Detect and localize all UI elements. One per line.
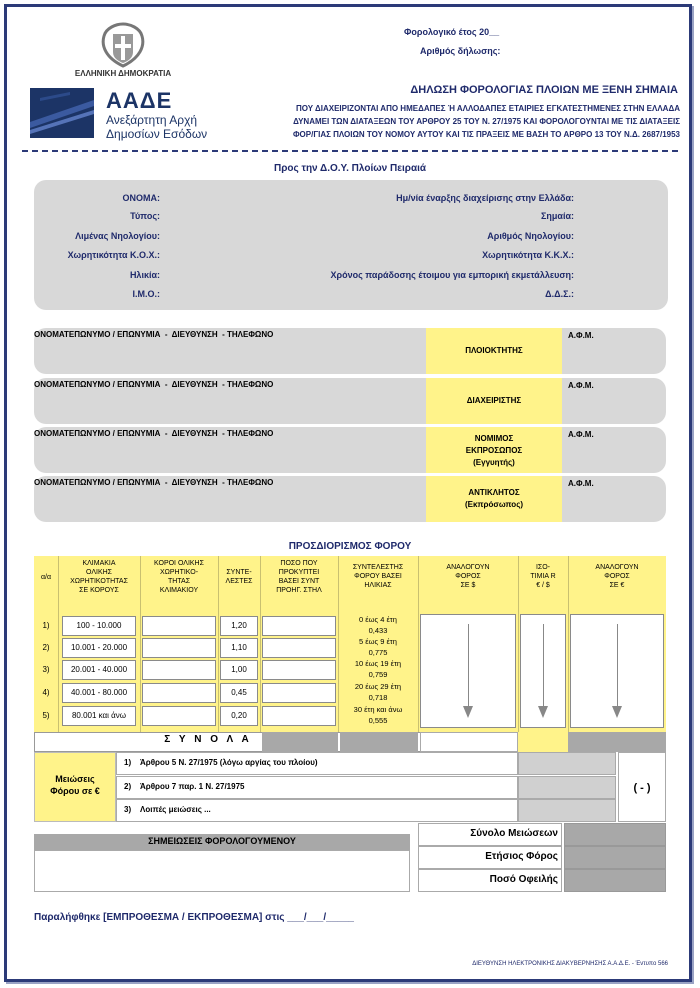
summary-label: Ποσό Οφειλής (489, 874, 558, 885)
reduction-text: Άρθρου 7 παρ. 1 Ν. 27/1975 (140, 782, 245, 791)
ship-field-label: Ημ/νία έναρξης διαχείρισης στην Ελλάδα: (396, 193, 574, 203)
tax-header-text: ΦΟΡΟΣ (604, 573, 630, 580)
minus-sign: ( - ) (633, 782, 651, 794)
ship-field-label: Αριθμός Νηολογίου: (487, 231, 574, 241)
age-range-text: 30 έτη και άνω (353, 705, 403, 714)
ship-field-label: Τύπος: (130, 211, 160, 221)
footer-text: ΔΙΕΥΘΥΝΣΗ ΗΛΕΚΤΡΟΝΙΚΗΣ ΔΙΑΚΥΒΕΡΝΗΣΗΣ Α.Α.Δ.Ε. - Έντυπο 566 (472, 961, 668, 967)
tax-bracket-text: 80.001 και άνω (71, 711, 127, 720)
party-role-label: ΔΙΑΧΕΙΡΙΣΤΗΣ (466, 395, 522, 405)
ship-field-label: Χωρητικότητα Κ.Ο.Χ.: (67, 250, 160, 260)
tax-year: Φορολογικό έτος 20__ (404, 27, 500, 37)
age-rate-text: 0,718 (368, 693, 388, 702)
tax-header-text: ΣΕ ΚΟΡΟΥΣ (79, 587, 119, 594)
tax-header-text: ΤΙΜΙΑ R (530, 573, 556, 580)
age-range-text: 0 έως 4 έτη (359, 615, 397, 624)
notes-label: ΣΗΜΕΙΩΣΕΙΣ ΦΟΡΟΛΟΓΟΥΜΕΝΟΥ (148, 836, 296, 846)
total-eur-cell[interactable] (568, 732, 666, 752)
reduction-number: 2) (124, 782, 132, 791)
tax-bracket-text: 10.001 - 20.000 (70, 643, 128, 652)
tax-header-text: ΠΡΟΚΥΠΤΕΙ (278, 569, 320, 576)
aade-logo-subtitle-1: Ανεξάρτητη Αρχή (106, 113, 198, 127)
party-info-field[interactable] (40, 392, 420, 420)
down-arrow-icon (543, 624, 544, 708)
tax-column-separator (260, 556, 261, 752)
ship-field-label: Λιμένας Νηολογίου: (75, 231, 160, 241)
aade-logo-title: ΑΑΔΕ (106, 88, 173, 113)
tax-header-text: ΣΕ $ (460, 582, 476, 589)
ship-field-value[interactable] (578, 191, 662, 205)
age-rate-text: 0,555 (368, 716, 388, 725)
aade-logo-subtitle-2: Δημοσίων Εσόδων (106, 127, 208, 141)
declaration-number: Αριθμός δήλωσης: (420, 46, 501, 56)
tax-header-text: ΚΟΡΟΙ ΟΛΙΚΗΣ (154, 560, 204, 567)
party-role-label: ΕΚΠΡΟΣΩΠΟΣ (465, 445, 523, 455)
ship-field-label: Χωρητικότητα Κ.Κ.Χ.: (482, 250, 574, 260)
header-divider (22, 150, 678, 152)
ship-field-value[interactable] (578, 268, 662, 282)
rate-text: 1,00 (231, 665, 247, 674)
party-info-field[interactable] (40, 342, 420, 370)
tax-header-text: ΙΣΟ- (535, 564, 551, 571)
tonnage-input[interactable] (142, 660, 216, 680)
party-role-label: ΝΟΜΙΜΟΣ (474, 433, 514, 443)
age-range-text: 20 έως 29 έτη (354, 682, 402, 691)
party-afm-label: Α.Φ.Μ. (568, 479, 594, 488)
total-age-cell (340, 732, 418, 752)
tax-header-text: ΑΝΑΛΟΓΟΥΝ (446, 564, 490, 571)
party-afm-label: Α.Φ.Μ. (568, 331, 594, 340)
tax-header-text: ΣΥΝΤΕΛΕΣΤΗΣ (352, 564, 404, 571)
age-rate-text: 0,759 (368, 670, 388, 679)
tax-row-number: 3) (42, 665, 50, 674)
reduction-amount-input[interactable] (518, 799, 616, 822)
greek-emblem-icon (96, 22, 150, 68)
party-afm-label: Α.Φ.Μ. (568, 381, 594, 390)
tax-column-separator (58, 556, 59, 752)
total-rate-cell (518, 732, 568, 752)
tax-header-text: ΠΡΟΗΓ. ΣΤΗΛ (276, 587, 322, 594)
rate-text: 0,20 (231, 711, 247, 720)
tax-header-text: ΛΕΣΤΕΣ (225, 578, 253, 585)
ship-field-label: ΟΝΟΜΑ: (122, 193, 160, 203)
ship-field-label: Ι.Μ.Ο.: (132, 289, 160, 299)
summary-label: Σύνολο Μειώσεων (470, 828, 558, 839)
reductions-label: Φόρου σε € (50, 786, 100, 796)
tax-bracket-text: 20.001 - 40.000 (70, 665, 128, 674)
party-role-label: (Εγγυητής) (473, 457, 515, 467)
subtitle-line-3: ΦΟΡ/ΓΙΑΣ ΠΛΟΙΩΝ ΤΟΥ ΝΟΜΟΥ ΑΥΤΟΥ ΚΑΙ ΤΙΣ ΠΡΑΞΕΙΣ ΜΕ ΒΑΣΗ ΤΟ ΑΡΘΡΟ 13 ΤΟΥ Ν.Δ. 2687/1953 (292, 130, 680, 139)
reduction-amount-input[interactable] (518, 776, 616, 799)
tax-header-text: ΣΥΝΤΕ- (226, 569, 252, 576)
tax-header-text: ΠΟΣΟ ΠΟΥ (280, 560, 318, 567)
tax-column-separator (418, 556, 419, 752)
tonnage-input[interactable] (142, 706, 216, 726)
tax-column-separator (518, 556, 519, 752)
tax-header-text: ΚΛΙΜΑΚΙΟΥ (159, 587, 199, 594)
amount-input[interactable] (262, 660, 336, 680)
ship-field-label: Δ.Δ.Σ.: (545, 289, 574, 299)
tax-header-text: ΦΟΡΟΣ (455, 573, 481, 580)
tax-header-text: ΗΛΙΚΙΑΣ (364, 582, 392, 589)
down-arrow-icon (538, 706, 548, 718)
age-rate-text: 0,775 (368, 648, 388, 657)
tonnage-input[interactable] (142, 616, 216, 636)
amount-input[interactable] (262, 616, 336, 636)
rate-text: 0,45 (231, 688, 247, 697)
reductions-label: Μειώσεις (55, 774, 95, 784)
age-rate-text: 0,433 (368, 626, 388, 635)
rate-text: 1,10 (231, 643, 247, 652)
amount-input[interactable] (262, 706, 336, 726)
party-afm-field[interactable] (568, 490, 662, 518)
ship-field-value[interactable] (578, 209, 662, 223)
party-role-label: (Εκπρόσωπος) (464, 500, 524, 509)
tax-header-text: ΣΕ € (609, 582, 625, 589)
tax-header-text: α/α (40, 574, 52, 581)
party-role-bg (426, 476, 562, 522)
ship-field-label: Σημαία: (541, 211, 574, 221)
down-arrow-icon (617, 624, 618, 708)
tax-header-text: ΧΩΡΗΤΙΚΟ- (159, 569, 199, 576)
tax-row-number: 5) (42, 711, 50, 720)
summary-value-cell[interactable] (564, 869, 666, 892)
age-range-text: 5 έως 9 έτη (359, 637, 397, 646)
tax-header-text: ΟΛΙΚΗΣ (86, 569, 112, 576)
tax-column-separator (568, 556, 569, 752)
tonnage-input[interactable] (142, 638, 216, 658)
summary-label: Ετήσιος Φόρος (485, 851, 558, 862)
party-role-label: ΑΝΤΙΚΛΗΤΟΣ (468, 488, 520, 497)
reduction-text: Λοιπές μειώσεις ... (140, 805, 211, 814)
ship-field-value[interactable] (578, 248, 662, 262)
tax-header-text: ΤΗΤΑΣ (167, 578, 191, 585)
received-line: Παραλήφθηκε [ΕΜΠΡΟΘΕΣΜΑ / ΕΚΠΡΟΘΕΣΜΑ] στις ___/___/_____ (34, 912, 354, 923)
tax-header-text: ΒΑΣΕΙ ΣΥΝΤ (278, 578, 320, 585)
tax-section-title: ΠΡΟΣΔΙΟΡΙΣΜΟΣ ΦΟΡΟΥ (288, 541, 412, 552)
tax-column-separator (218, 556, 219, 752)
totals-label: Σ Υ Ν Ο Λ Α (164, 734, 252, 745)
summary-value-cell[interactable] (564, 846, 666, 869)
tax-header-text: ΚΛΙΜΑΚΙΑ (82, 560, 116, 567)
party-info-field[interactable] (40, 490, 420, 518)
tonnage-input[interactable] (142, 683, 216, 703)
party-afm-field[interactable] (568, 441, 662, 469)
tax-header-text: ΦΟΡΟΥ ΒΑΣΕΙ (354, 573, 402, 580)
down-arrow-icon (463, 706, 473, 718)
ship-field-label: Ηλικία: (129, 270, 160, 280)
party-afm-field[interactable] (568, 342, 662, 370)
tax-row-number: 2) (42, 643, 50, 652)
party-info-label: ΟΝΟΜΑΤΕΠΩΝΥΜΟ / ΕΠΩΝΥΜΙΑ - ΔΙΕΥΘΥΝΣΗ - ΤΗΛΕΦΩΝΟ (34, 380, 274, 389)
party-info-field[interactable] (40, 441, 420, 469)
tax-bracket-text: 100 - 10.000 (76, 621, 122, 630)
tax-bracket-text: 40.001 - 80.000 (70, 688, 128, 697)
tax-column-separator (140, 556, 141, 752)
emblem-caption: ΕΛΛΗΝΙΚΗ ΔΗΜΟΚΡΑΤΙΑ (74, 69, 172, 78)
party-info-label: ΟΝΟΜΑΤΕΠΩΝΥΜΟ / ΕΠΩΝΥΜΙΑ - ΔΙΕΥΘΥΝΣΗ - ΤΗΛΕΦΩΝΟ (34, 478, 274, 487)
total-usd-cell[interactable] (420, 732, 518, 752)
amount-input[interactable] (262, 683, 336, 703)
party-role-label: ΠΛΟΙΟΚΤΗΤΗΣ (465, 345, 523, 355)
party-afm-field[interactable] (568, 392, 662, 420)
rate-text: 1,20 (231, 621, 247, 630)
ship-field-value[interactable] (578, 287, 662, 301)
total-amount-cell[interactable] (262, 732, 338, 752)
tax-header-text: ΧΩΡΗΤΙΚΟΤΗΤΑΣ (70, 578, 128, 585)
aade-logo-icon (30, 88, 94, 138)
tax-header-text: ΑΝΑΛΟΓΟΥΝ (595, 564, 639, 571)
down-arrow-icon (612, 706, 622, 718)
tax-row-number: 4) (42, 688, 50, 697)
reduction-number: 3) (124, 805, 132, 814)
ship-field-label: Χρόνος παράδοσης έτοιμου για εμπορική εκμετάλλευση: (330, 270, 574, 280)
party-info-label: ΟΝΟΜΑΤΕΠΩΝΥΜΟ / ΕΠΩΝΥΜΙΑ - ΔΙΕΥΘΥΝΣΗ - ΤΗΛΕΦΩΝΟ (34, 429, 274, 438)
addressee: Προς την Δ.Ο.Υ. Πλοίων Πειραιά (273, 163, 427, 174)
party-info-label: ΟΝΟΜΑΤΕΠΩΝΥΜΟ / ΕΠΩΝΥΜΙΑ - ΔΙΕΥΘΥΝΣΗ - ΤΗΛΕΦΩΝΟ (34, 330, 274, 339)
tax-header-text: € / $ (536, 582, 550, 589)
party-afm-label: Α.Φ.Μ. (568, 430, 594, 439)
reduction-text: Άρθρου 5 Ν. 27/1975 (λόγω αργίας του πλοίου) (140, 758, 318, 767)
amount-input[interactable] (262, 638, 336, 658)
age-range-text: 10 έως 19 έτη (354, 659, 402, 668)
subtitle-line-1: ΠΟΥ ΔΙΑΧΕΙΡΙΖΟΝΤΑΙ ΑΠΟ ΗΜΕΔΑΠΕΣ Ή ΑΛΛΟΔΑΠΕΣ ΕΤΑΙΡΙΕΣ ΕΓΚΑΤΕΣΤΗΜΕΝΕΣ ΣΤΗΝ ΕΛΛΑΔΑ (295, 104, 680, 113)
reduction-number: 1) (124, 758, 132, 767)
subtitle-line-2: ΔΥΝΑΜΕΙ ΤΩΝ ΔΙΑΤΑΞΕΩΝ ΤΟΥ ΑΡΘΡΟΥ 25 ΤΟΥ Ν. 27/1975 ΚΑΙ ΦΟΡΟΛΟΓΟΥΝΤΑΙ ΜΕ ΤΙΣ ΔΙΑΤΑΞΕΙΣ (293, 117, 680, 126)
down-arrow-icon (468, 624, 469, 708)
tax-row-number: 1) (42, 621, 50, 630)
notes-field[interactable] (34, 850, 410, 892)
summary-value-cell[interactable] (564, 823, 666, 846)
ship-field-value[interactable] (578, 229, 662, 243)
reduction-amount-input[interactable] (518, 752, 616, 775)
main-title: ΔΗΛΩΣΗ ΦΟΡΟΛΟΓΙΑΣ ΠΛΟΙΩΝ ΜΕ ΞΕΝΗ ΣΗΜΑΙΑ (410, 84, 678, 96)
